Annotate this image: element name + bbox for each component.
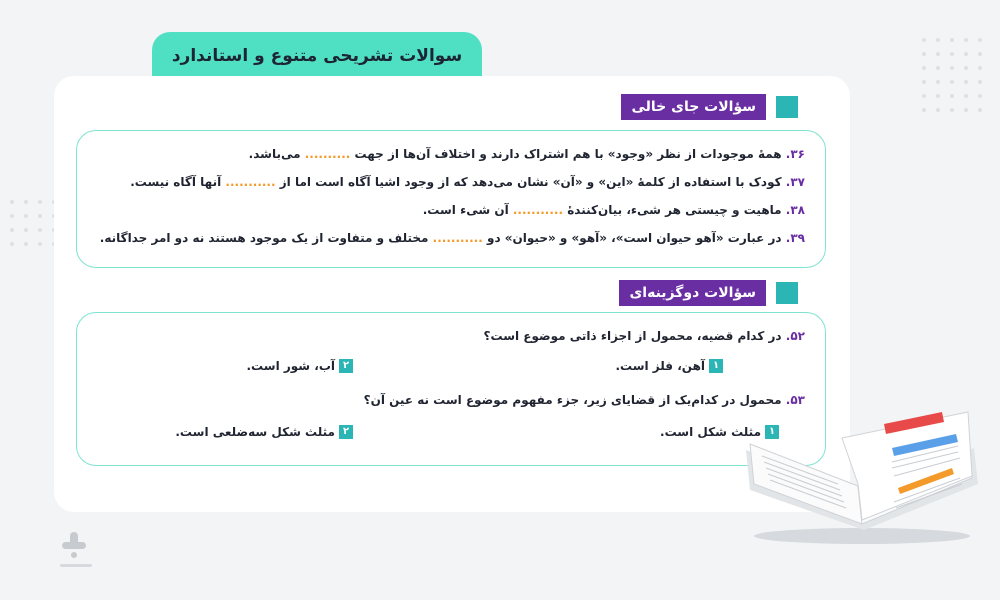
question-number: ۳۸. xyxy=(785,203,805,217)
option-52-2 xyxy=(247,359,354,373)
question-text-end: آن شیء است. xyxy=(422,203,509,217)
header-tab xyxy=(152,32,482,80)
question-text: کودک با استفاده از کلمهٔ «این» و «آن» نشان می‌دهد که از وجود اشیا آگاه است اما از xyxy=(279,175,782,189)
option-number-badge: ۱ xyxy=(765,425,779,439)
header-title: سوالات تشریحی متنوع و استاندارد xyxy=(171,46,463,66)
question-text: محمول در کدام‌یک از قضایای زیر، جزء مفهوم موضوع است نه عین آن؟ xyxy=(363,393,782,407)
option-52-1 xyxy=(615,359,723,373)
question-53 xyxy=(364,393,805,407)
blank: ........... xyxy=(225,175,276,189)
section-square-icon xyxy=(776,96,798,118)
question-36 xyxy=(249,147,805,161)
question-text: همهٔ موجودات از نظر «وجود» با هم اشتراک دارند و اختلاف آن‌ها از جهت xyxy=(354,147,782,161)
question-37 xyxy=(130,175,805,189)
publisher-logo xyxy=(54,528,98,574)
question-number: ۵۲. xyxy=(785,329,805,343)
section-fill-blank-header xyxy=(621,94,798,120)
section-two-choice-title: سؤالات دوگزینه‌ای xyxy=(619,280,766,306)
option-text: آهن، فلز است. xyxy=(615,359,705,373)
question-text: ماهیت و چیستی هر شیء، بیان‌کنندهٔ xyxy=(567,203,782,217)
option-text: مثلث شکل است. xyxy=(660,425,761,439)
question-number: ۳۷. xyxy=(785,175,805,189)
question-number: ۳۶. xyxy=(785,147,805,161)
blank: ........... xyxy=(432,231,483,245)
blank: .......... xyxy=(304,147,351,161)
two-choice-box xyxy=(76,312,826,466)
option-number-badge: ۲ xyxy=(339,425,353,439)
content-card xyxy=(54,76,850,512)
blank: ........... xyxy=(512,203,564,217)
question-text-end: مختلف و متفاوت از یک موجود هستند نه دو امر جداگانه. xyxy=(99,231,429,245)
question-text-end: می‌باشد. xyxy=(248,147,301,161)
question-text: در کدام قضیه، محمول از اجزاء ذاتی موضوع است؟ xyxy=(483,329,782,343)
section-fill-blank-title: سؤالات جای خالی xyxy=(621,94,766,120)
section-two-choice-header xyxy=(619,280,798,306)
question-number: ۳۹. xyxy=(785,231,805,245)
question-52 xyxy=(484,329,805,343)
option-text: مثلث شکل سه‌ضلعی است. xyxy=(175,425,335,439)
option-number-badge: ۲ xyxy=(339,359,353,373)
question-38 xyxy=(423,203,805,217)
question-text: در عبارت «آهو حیوان است»، «آهو» و «حیوان» دو xyxy=(487,231,782,245)
option-53-2 xyxy=(175,425,353,439)
question-39 xyxy=(100,231,805,245)
fill-blank-box xyxy=(76,130,826,268)
decorative-dots-left xyxy=(10,200,56,246)
question-text-end: آنها آگاه نیست. xyxy=(130,175,222,189)
open-book-illustration xyxy=(742,398,982,548)
section-square-icon xyxy=(776,282,798,304)
decorative-dots-right xyxy=(922,38,982,112)
option-text: آب، شور است. xyxy=(246,359,335,373)
question-number: ۵۳. xyxy=(785,393,805,407)
option-number-badge: ۱ xyxy=(709,359,723,373)
